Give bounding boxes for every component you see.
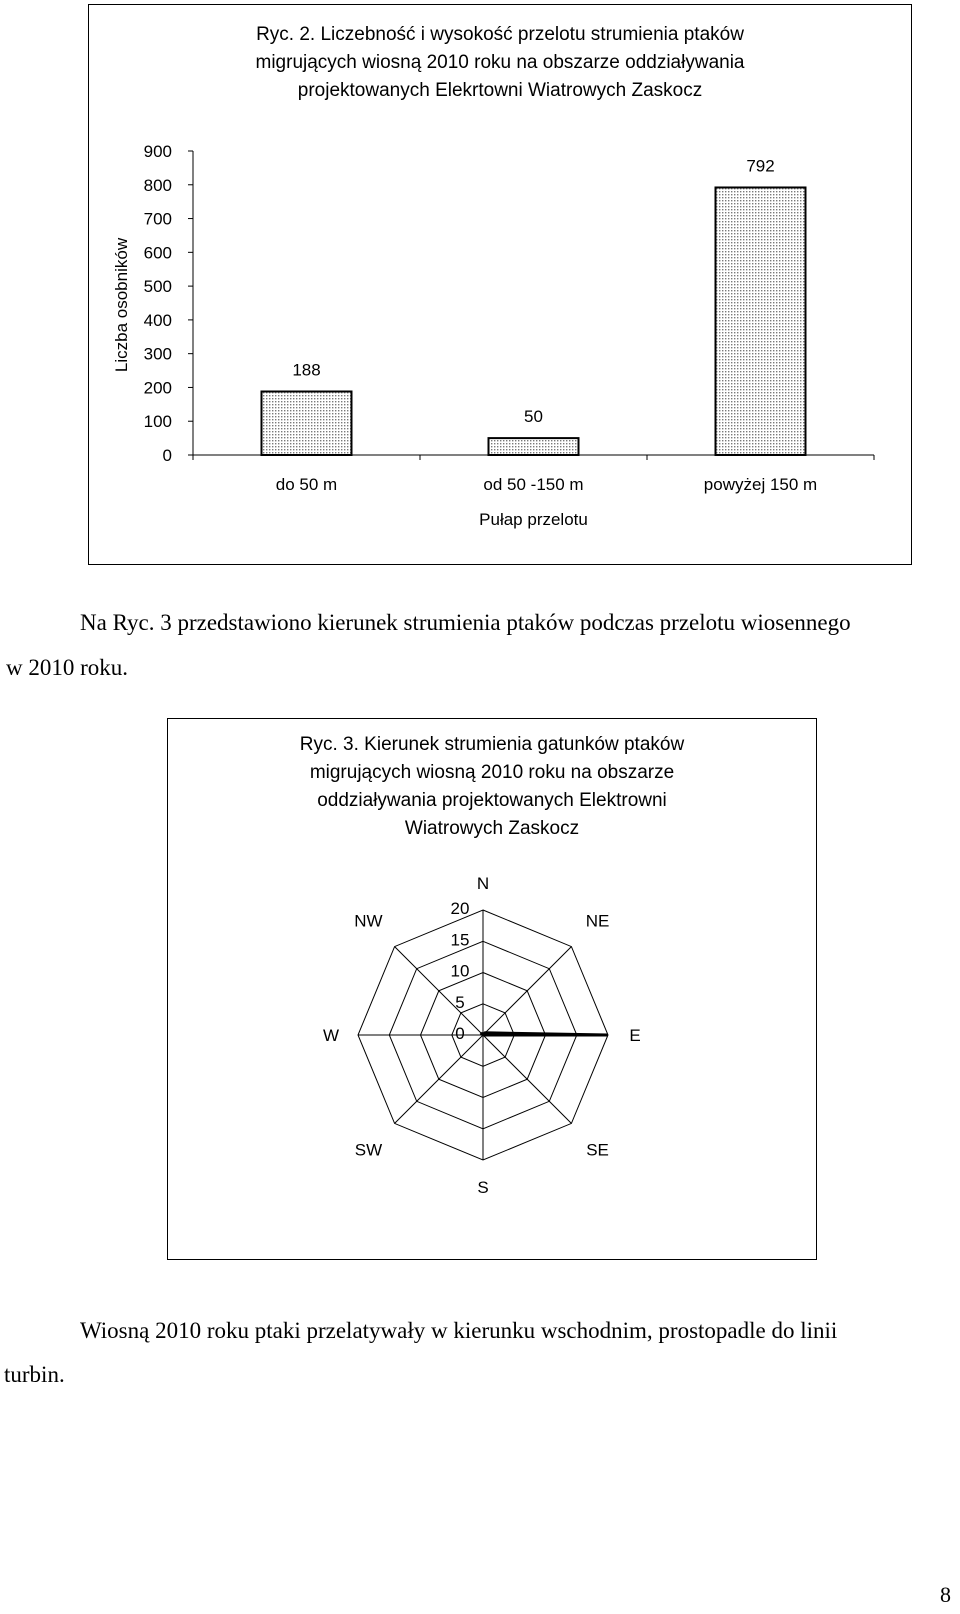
bar-chart-title-line: Ryc. 2. Liczebność i wysokość przelotu strumienia ptaków [256,24,744,45]
paragraph-1-line-1: Na Ryc. 3 przedstawiono kierunek strumienia ptaków podczas przelotu wiosennego [80,610,851,635]
radar-chart-plot [168,719,818,1261]
radar-direction-label: NE [585,911,610,931]
radar-tick-label: 5 [455,992,465,1012]
radar-direction-label: SE [586,1140,609,1160]
bar [716,187,806,455]
bar-value-label: 50 [524,407,543,427]
page-number: 8 [940,1582,951,1607]
radar-direction-label: W [322,1026,340,1045]
bar-value-label: 792 [746,156,775,176]
bar [489,438,579,455]
y-tick-label: 500 [143,277,172,297]
bar-chart-figure [88,4,912,565]
radar-chart-title-line: Wiatrowych Zaskocz [404,818,580,839]
x-category-label: od 50 -150 m [483,475,584,494]
radar-chart-title-line: Ryc. 3. Kierunek strumienia gatunków ptaków [299,734,685,755]
paragraph-2-line-2: turbin. [4,1362,65,1387]
x-axis-label: Pułap przelotu [479,510,588,529]
bar [262,391,352,455]
bar-chart-title-line: migrujących wiosną 2010 roku na obszarze oddziaływania [255,52,745,73]
y-tick-label: 100 [143,412,172,432]
radar-tick-label: 20 [450,899,470,918]
radar-data-area [481,1033,608,1035]
radar-tick-label: 0 [455,1024,465,1043]
bar-value-label: 188 [292,360,321,380]
bar-chart-title-line: projektowanych Elekrtowni Wiatrowych Zaskocz [297,80,703,101]
radar-direction-label: S [477,1178,489,1197]
radar-chart-title-line: migrujących wiosną 2010 roku na obszarze [309,762,675,783]
radar-tick-label: 15 [450,930,470,950]
paragraph-2-line-1: Wiosną 2010 roku ptaki przelatywały w kierunku wschodnim, prostopadle do linii [80,1318,838,1343]
radar-chart-figure [167,718,817,1260]
y-tick-label: 800 [143,175,172,195]
radar-direction-label: NW [354,911,383,931]
paragraph-1-line-2: w 2010 roku. [6,655,129,680]
y-tick-label: 700 [143,209,172,229]
y-tick-label: 900 [143,142,172,161]
radar-direction-label: E [629,1026,641,1045]
y-tick-label: 200 [143,378,172,398]
x-category-label: do 50 m [275,475,338,494]
x-category-label: powyżej 150 m [703,475,818,494]
y-tick-label: 600 [143,243,172,263]
radar-chart-title-line: oddziaływania projektowanych Elektrowni [317,790,667,811]
y-tick-label: 300 [143,344,172,364]
radar-direction-label: N [476,874,490,893]
y-axis-label: Liczba osobników [112,237,131,373]
radar-direction-label: SW [354,1140,383,1160]
y-tick-label: 0 [162,446,172,465]
radar-tick-label: 10 [450,961,470,981]
bar-chart-plot [89,5,913,566]
y-tick-label: 400 [143,310,172,330]
